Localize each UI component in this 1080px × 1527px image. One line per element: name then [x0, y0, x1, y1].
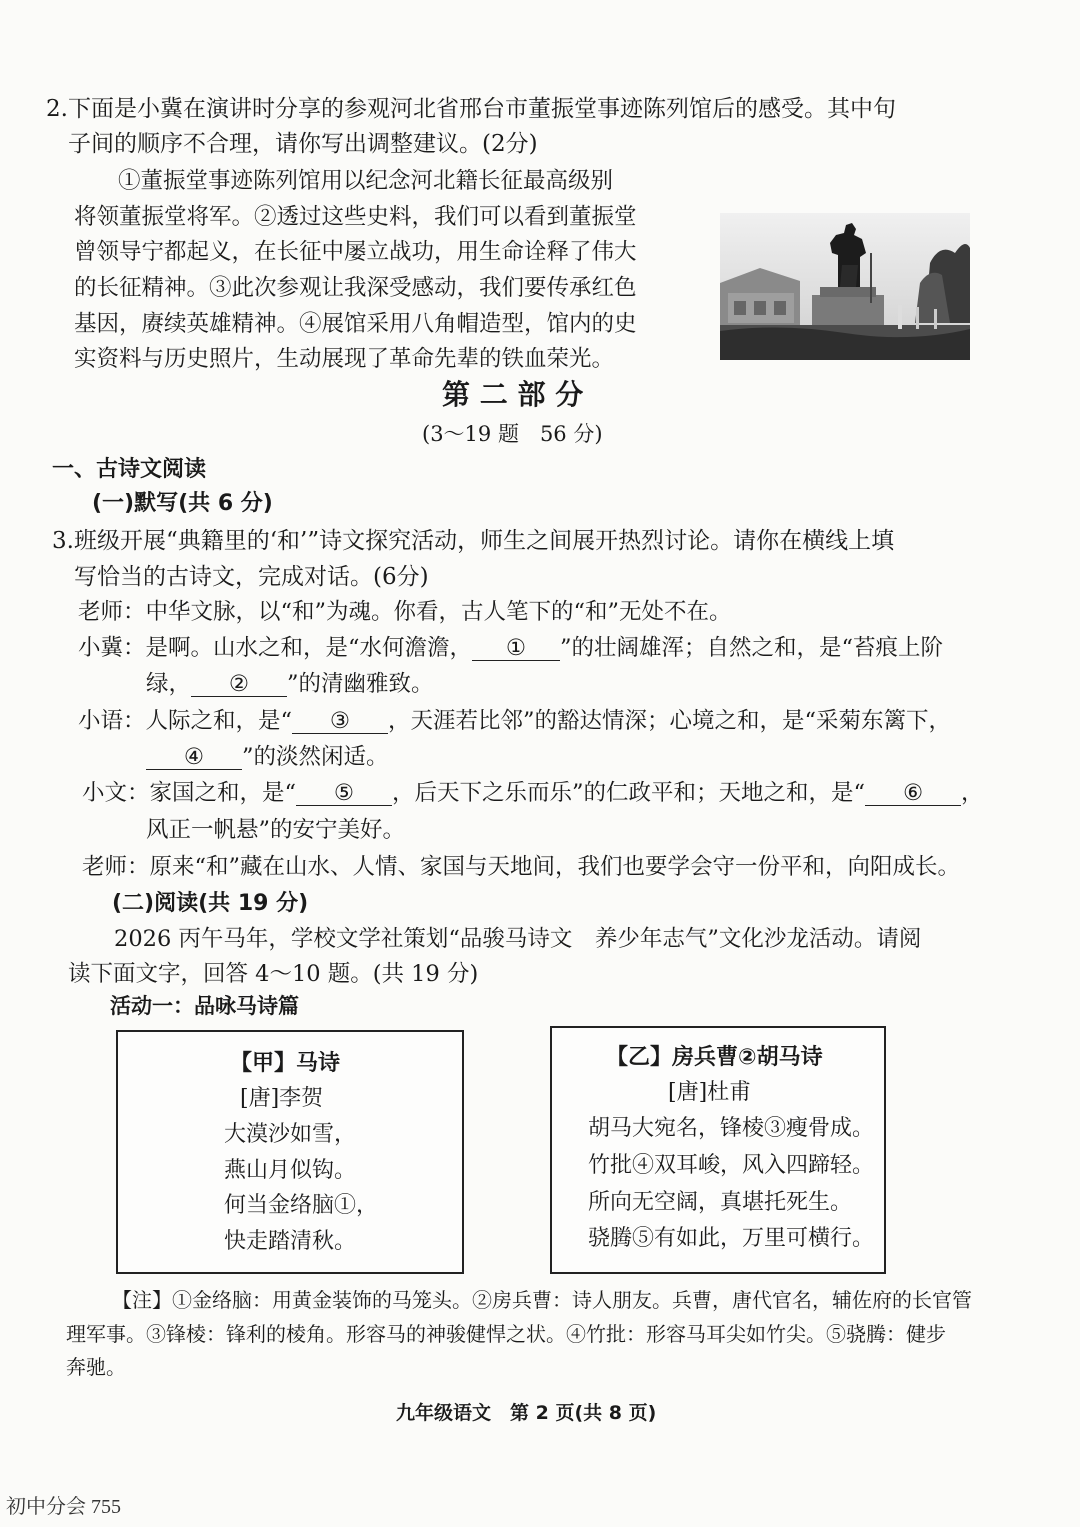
q3-xiaoyu-text-a: 小语：人际之和，是“	[78, 708, 293, 734]
q3-xiaowen-text-a: 小文：家国之和，是“	[82, 780, 297, 806]
poem-a-line-2: 燕山月似钩。	[224, 1158, 357, 1183]
q3-xiaoji-text-a: 小冀：是啊。山水之和，是“水何澹澹，	[78, 635, 473, 661]
q2-para-3: 曾领导宁都起义，在长征中屡立战功，用生命诠释了伟大	[74, 239, 637, 265]
q2-line1: 2.下面是小冀在演讲时分享的参观河北省邢台市董振堂事迹陈列馆后的感受。其中句	[46, 96, 896, 122]
activity1-heading: 活动一：品咏马诗篇	[110, 994, 299, 1018]
q2-line2: 子间的顺序不合理，请你写出调整建议。(2分)	[68, 131, 538, 157]
poem-a-line-4: 快走踏清秋。	[224, 1229, 357, 1254]
poem-b-line-3: 所向无空阔，真堪托死生。	[588, 1190, 853, 1215]
section2-intro-1: 2026 丙午马年，学校文学社策划“品骏马诗文 养少年志气”文化沙龙活动。请阅	[114, 926, 922, 952]
notes-line-3: 奔驰。	[66, 1355, 126, 1379]
q2-para-1: ①董振堂事迹陈列馆用以纪念河北籍长征最高级别	[118, 168, 614, 194]
q3-xiaoji-line1	[78, 637, 943, 661]
memorial-statue-photo	[720, 213, 970, 360]
blank-4[interactable]: ④	[146, 746, 242, 770]
blank-2[interactable]: ②	[191, 673, 287, 697]
poem-a-title: 【甲】马诗	[230, 1051, 341, 1076]
blank-6[interactable]: ⑥	[865, 782, 961, 806]
q3-xiaoji-text-b: ”的壮阔雄浑；自然之和，是“苔痕上阶	[560, 635, 944, 661]
q3-xiaoyu-line1	[78, 710, 951, 734]
watermark-text: 初中分会 755	[6, 1496, 121, 1518]
q3-xiaowen-text-b: ，后天下之乐而乐”的仁政平和；天地之和，是“	[392, 780, 866, 806]
page-footer: 九年级语文 第 2 页(共 8 页)	[396, 1402, 657, 1424]
poem-b-line-2: 竹批④双耳峻，风入四蹄轻。	[588, 1153, 875, 1178]
q3-teacher-2: 老师：原来“和”藏在山水、人情、家国与天地间，我们也要学会守一份平和，向阳成长。	[82, 854, 961, 880]
part2-subtitle: (3～19 题 56 分)	[422, 422, 603, 446]
section1-sub-heading: (一)默写(共 6 分)	[92, 491, 273, 516]
poem-a-author: [唐]李贺	[240, 1086, 324, 1111]
q3-xiaoji-text-c: 绿，	[146, 671, 192, 697]
section2-intro-2: 读下面文字，回答 4～10 题。(共 19 分)	[68, 961, 479, 987]
notes-line-2: 理军事。③锋棱：锋利的棱角。形容马的神骏健悍之状。④竹批：形容马耳尖如竹尖。⑤骁腾：健步	[66, 1322, 946, 1346]
section1-title: 一、古诗文阅读	[52, 457, 207, 482]
q3-xiaoyu-text-c: ”的淡然闲适。	[242, 744, 389, 770]
q3-xiaoyu-text-b: ，天涯若比邻”的豁达情深；心境之和，是“采菊东篱下，	[388, 708, 952, 734]
q3-xiaoji-line2	[146, 673, 434, 697]
q3-teacher-1: 老师：中华文脉，以“和”为魂。你看，古人笔下的“和”无处不在。	[78, 599, 732, 625]
poem-a-line-3: 何当金络脑①，	[224, 1193, 379, 1218]
q2-para-5: 基因，赓续英雄精神。④展馆采用八角帽造型，馆内的史	[74, 311, 637, 337]
blank-3[interactable]: ③	[292, 710, 388, 734]
section2-title: (二)阅读(共 19 分)	[112, 891, 309, 916]
notes-line-1: 【注】①金络脑：用黄金装饰的马笼头。②房兵曹：诗人朋友。兵曹，唐代官名，辅佐府的长官管	[112, 1288, 972, 1312]
q2-para-2: 将领董振堂将军。②透过这些史料，我们可以看到董振堂	[74, 204, 637, 230]
part2-title: 第 二 部 分	[442, 378, 584, 411]
poem-a-line-1: 大漠沙如雪，	[224, 1122, 357, 1147]
q3-xiaowen-line1	[82, 782, 984, 806]
blank-5[interactable]: ⑤	[296, 782, 392, 806]
q2-para-4: 的长征精神。③此次参观让我深受感动，我们要传承红色	[74, 275, 637, 301]
poem-b-author: [唐]杜甫	[668, 1080, 752, 1105]
poem-b-title: 【乙】房兵曹②胡马诗	[606, 1045, 823, 1070]
q3-xiaoji-text-d: ”的清幽雅致。	[287, 671, 434, 697]
blank-1[interactable]: ①	[472, 637, 560, 661]
q2-para-6: 实资料与历史照片，生动展现了革命先辈的铁血荣光。	[74, 346, 615, 372]
q3-xiaowen-line2: 风正一帆悬”的安宁美好。	[146, 817, 406, 843]
q3-xiaoyu-line2	[146, 746, 389, 770]
q3-line1: 3.班级开展“典籍里的‘和’”诗文探究活动，师生之间展开热烈讨论。请你在横线上填	[52, 528, 895, 554]
poem-b-line-4: 骁腾⑤有如此，万里可横行。	[588, 1226, 875, 1251]
q3-xiaowen-text-c: ，	[961, 780, 984, 806]
q3-line2: 写恰当的古诗文，完成对话。(6分)	[74, 564, 429, 590]
poem-b-line-1: 胡马大宛名，锋棱③瘦骨成。	[588, 1116, 875, 1141]
